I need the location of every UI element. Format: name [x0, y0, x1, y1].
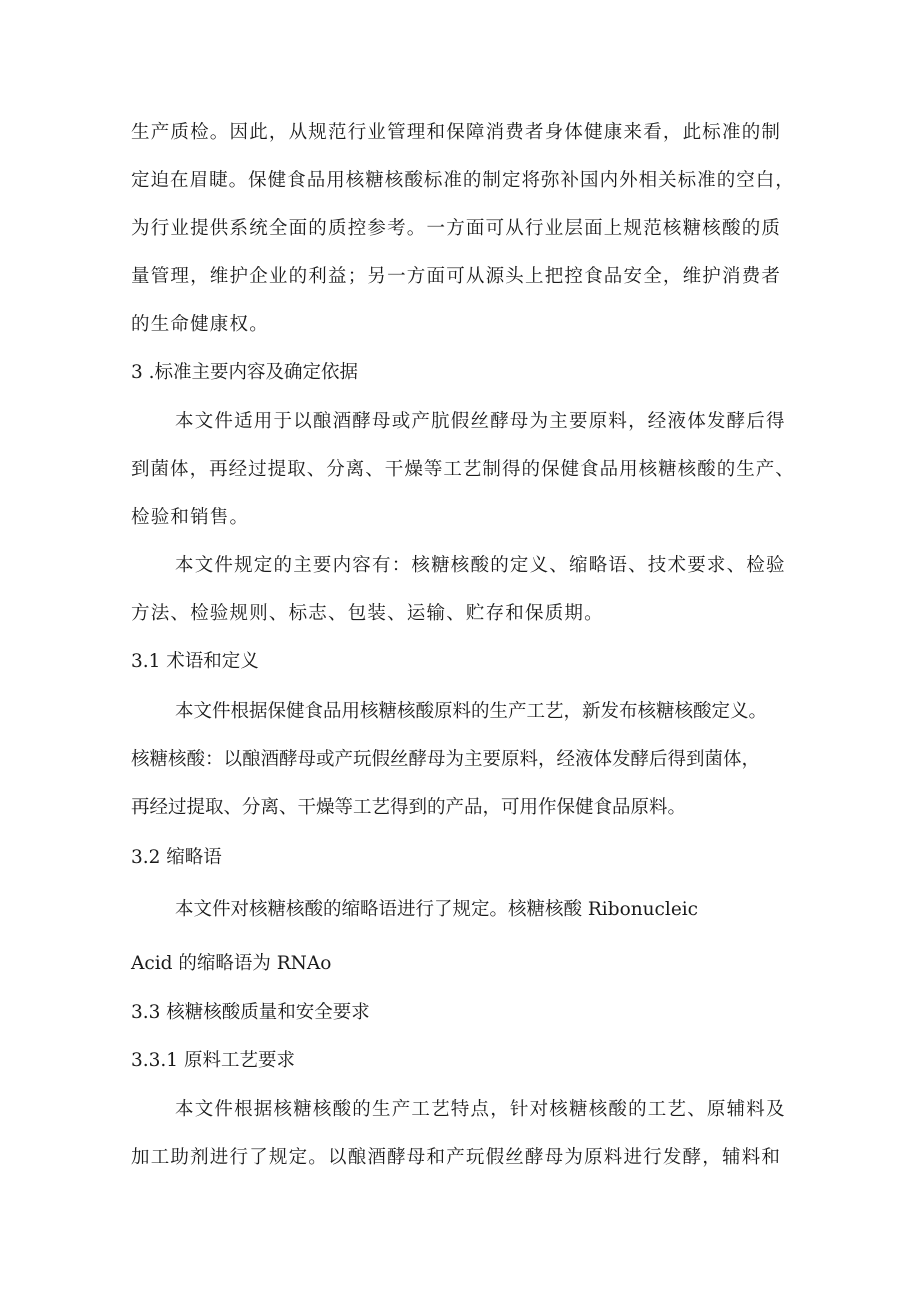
- paragraph-line: 量管理，维护企业的利益；另一方面可从源头上把控食品安全，维护消费者: [131, 266, 782, 287]
- paragraph-line: 生产质检。因此，从规范行业管理和保障消费者身体健康来看，此标准的制: [131, 122, 782, 143]
- paragraph-line: 到菌体，再经过提取、分离、干燥等工艺制得的保健食品用核糖核酸的生产、: [131, 459, 795, 480]
- subsection-heading: 3.3.1 原料工艺要求: [131, 1050, 295, 1071]
- paragraph-line: 方法、检验规则、标志、包装、运输、贮存和保质期。: [131, 603, 604, 624]
- paragraph-line: 本文件规定的主要内容有：核糖核酸的定义、缩略语、技术要求、检验: [175, 555, 786, 576]
- paragraph-line: 的生命健康权。: [131, 314, 269, 335]
- paragraph-line: 本文件对核糖核酸的缩略语进行了规定。核糖核酸 Ribonucleic: [175, 899, 699, 920]
- paragraph-line: 加工助剂进行了规定。以酿酒酵母和产玩假丝酵母为原料进行发酵，辅料和: [131, 1147, 782, 1168]
- paragraph-line: 再经过提取、分离、干燥等工艺得到的产品，可用作保健食品原料。: [131, 797, 687, 818]
- section-heading: 3.2 缩略语: [131, 847, 222, 868]
- section-heading: 3.3 核糖核酸质量和安全要求: [131, 1002, 370, 1023]
- paragraph-line: 本文件根据核糖核酸的生产工艺特点，针对核糖核酸的工艺、原辅料及: [175, 1099, 786, 1120]
- paragraph-line: 为行业提供系统全面的质控参考。一方面可从行业层面上规范核糖核酸的质: [131, 218, 782, 239]
- paragraph-line: 检验和销售。: [131, 507, 250, 528]
- section-heading: 3.1 术语和定义: [131, 651, 259, 672]
- paragraph-line: 本文件适用于以酿酒酵母或产肮假丝酵母为主要原料，经液体发酵后得: [175, 411, 786, 432]
- paragraph-line: Acid 的缩略语为 RNAo: [131, 953, 332, 974]
- paragraph-line: 定迫在眉睫。保健食品用核糖核酸标准的制定将弥补国内外相关标准的空白，: [131, 170, 795, 191]
- paragraph-line: 本文件根据保健食品用核糖核酸原料的生产工艺，新发布核糖核酸定义。: [175, 701, 768, 722]
- paragraph-line: 核糖核酸：以酿酒酵母或产玩假丝酵母为主要原料，经液体发酵后得到菌体，: [131, 749, 761, 770]
- section-heading: 3 .标准主要内容及确定依据: [131, 362, 359, 383]
